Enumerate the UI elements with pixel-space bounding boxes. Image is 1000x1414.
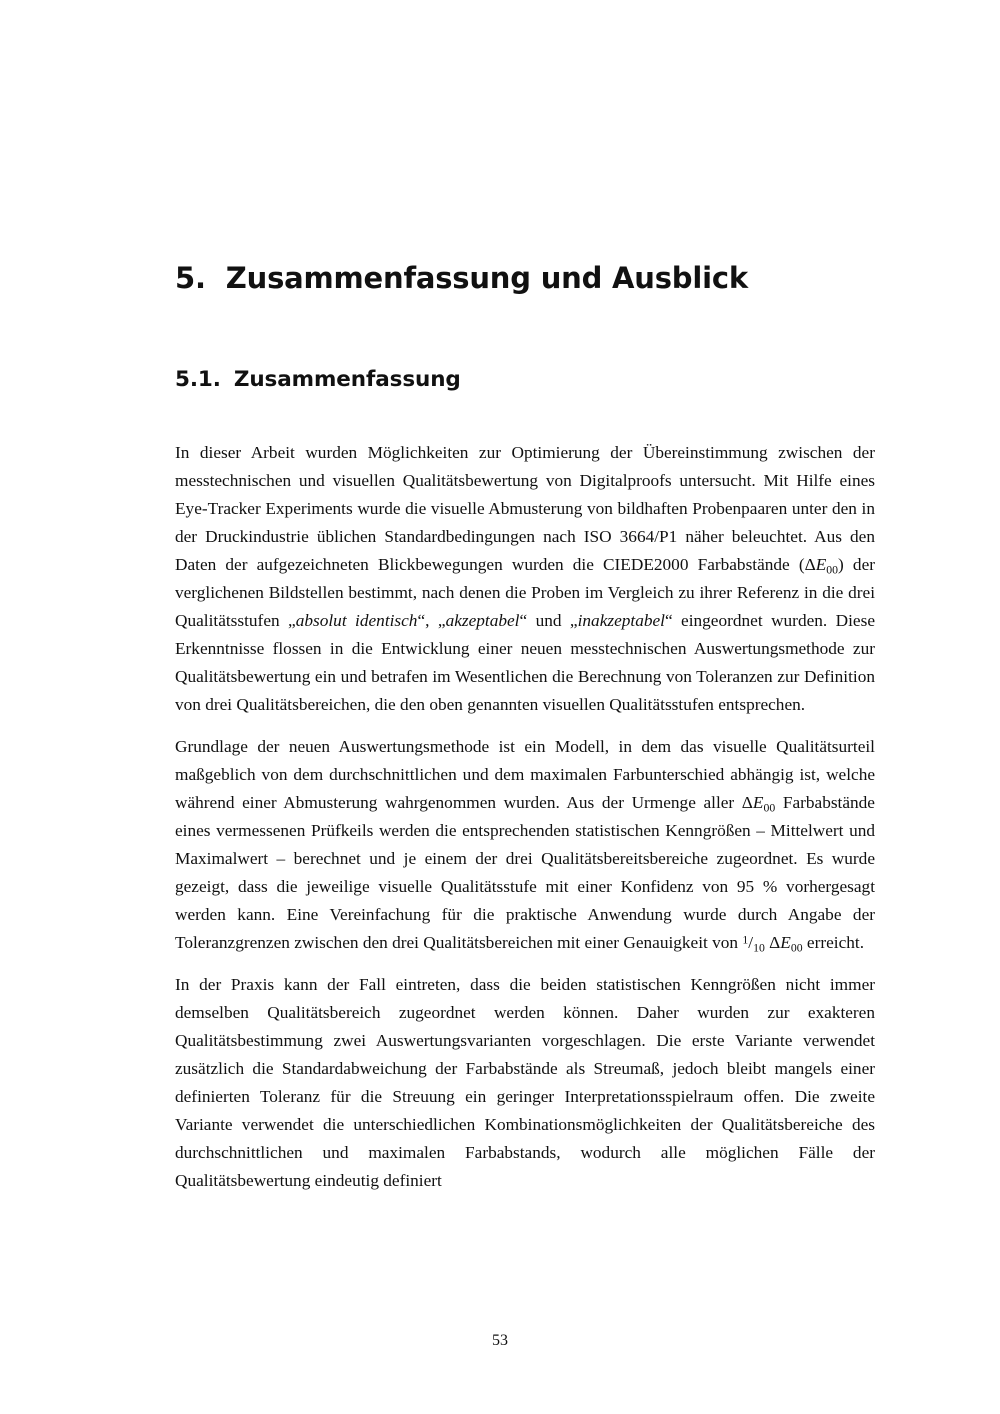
text-run: erreicht. [802,933,865,953]
text-run: “ und „ [519,611,578,631]
section-title: Zusammenfassung [233,367,461,393]
section-number: 5.1. [175,367,221,393]
text-run-sub: 00 [790,941,803,955]
text-run: Δ [804,555,816,575]
text-run-sup: 1 [742,933,749,947]
section-heading [175,367,875,393]
text-run-sub: 00 [826,563,839,577]
text-run-italic: E [780,933,791,953]
text-run-sub: 00 [763,801,776,815]
text-run: ) der verglichenen Bildstellen bestimmt, nach denen die Proben im Vergleich zu ihrer Referenz in die drei Qualitätsstufen „ [175,555,875,631]
chapter-heading [175,262,875,295]
paragraph [175,733,875,957]
chapter-number: 5. [175,261,206,295]
text-run: Δ [741,793,753,813]
paragraph [175,439,875,719]
body-paragraphs [175,439,875,1195]
text-run: “, „ [417,611,446,631]
text-run: Grundlage der neuen Auswertungsmethode ist ein Modell, in dem das visuelle Qualitätsurteil maßgeblich von dem durchschnittlichen und dem maximalen Farbunterschied abhängig ist, welche während einer Abmusterung wahrgenommen wurden. Aus der Urmenge aller [175,737,875,813]
text-run-italic: E [815,555,827,575]
text-run: Δ [769,933,781,953]
text-run-italic: E [752,793,764,813]
text-run: Farbabstände eines vermessenen Prüfkeils werden die entsprechenden statistischen Kenngrößen – Mittelwert und Maximalwert – berechnet und je einem der drei Qualitätsbereitsbereiche zugeordnet. Es wurde gezeigt, dass die jeweilige visuelle Qualitätsstufe mit einer Konfidenz von 95 % vorhergesagt werden kann. Eine Vereinfachung für die praktische Anwendung wurde durch Angabe der Toleranzgrenzen zwischen den drei Qualitätsbereichen mit einer Genauigkeit von [175,793,875,953]
text-run: “ eingeordnet wurden. Diese Erkenntnisse flossen in die Entwicklung einer neuen messtechnischen Auswertungsmethode zur Qualitätsbewertung ein und betrafen im Wesentlichen die Berechnung von Toleranzen zur Definition von drei Qualitätsbereichen, die den oben genannten visuellen Qualitätsstufen entsprechen. [175,611,875,715]
page-number: 53 [492,1332,508,1349]
text-run-italic: akzeptabel [445,611,520,631]
text-run: / [748,933,754,953]
text-run-italic: inakzeptabel [577,611,665,631]
text-run: In dieser Arbeit wurden Möglichkeiten zur Optimierung der Übereinstimmung zwischen der messtechnischen und visuellen Qualitätsbewertung von Digitalproofs untersucht. Mit Hilfe eines Eye-Tracker Experiments wurde die visuelle Abmusterung von bildhaften Probenpaaren unter den in der Druckindustrie üblichen Standardbedingungen nach ISO 3664/P1 näher beleuchtet. Aus den Daten der aufgezeichneten Blickbewegungen wurden die CIEDE2000 Farbabstände ( [175,443,875,575]
chapter-title: Zusammenfassung und Ausblick [225,261,748,295]
text-run: In der Praxis kann der Fall eintreten, dass die beiden statistischen Kenngrößen nicht immer demselben Qualitätsbereich zugeordnet werden können. Daher wurden zur exakteren Qualitätsbestimmung zwei Auswertungsvarianten vorgeschlagen. Die erste Variante verwendet zusätzlich die Standardabweichung der Farbabstände als Streumaß, jedoch bleibt mangels einer definierten Toleranz für die Streuung ein geringer Interpretationsspielraum offen. Die zweite Variante verwendet die unterschiedlichen Kombinationsmöglichkeiten der Qualitätsbereiche des durchschnittlichen und maximalen Farbabstands, wodurch alle möglichen Fälle der Qualitätsbewertung eindeutig definiert [175,975,875,1191]
paragraph [175,971,875,1195]
text-run-sub: 10 [753,941,765,955]
text-run-italic: absolut identisch [295,611,418,631]
